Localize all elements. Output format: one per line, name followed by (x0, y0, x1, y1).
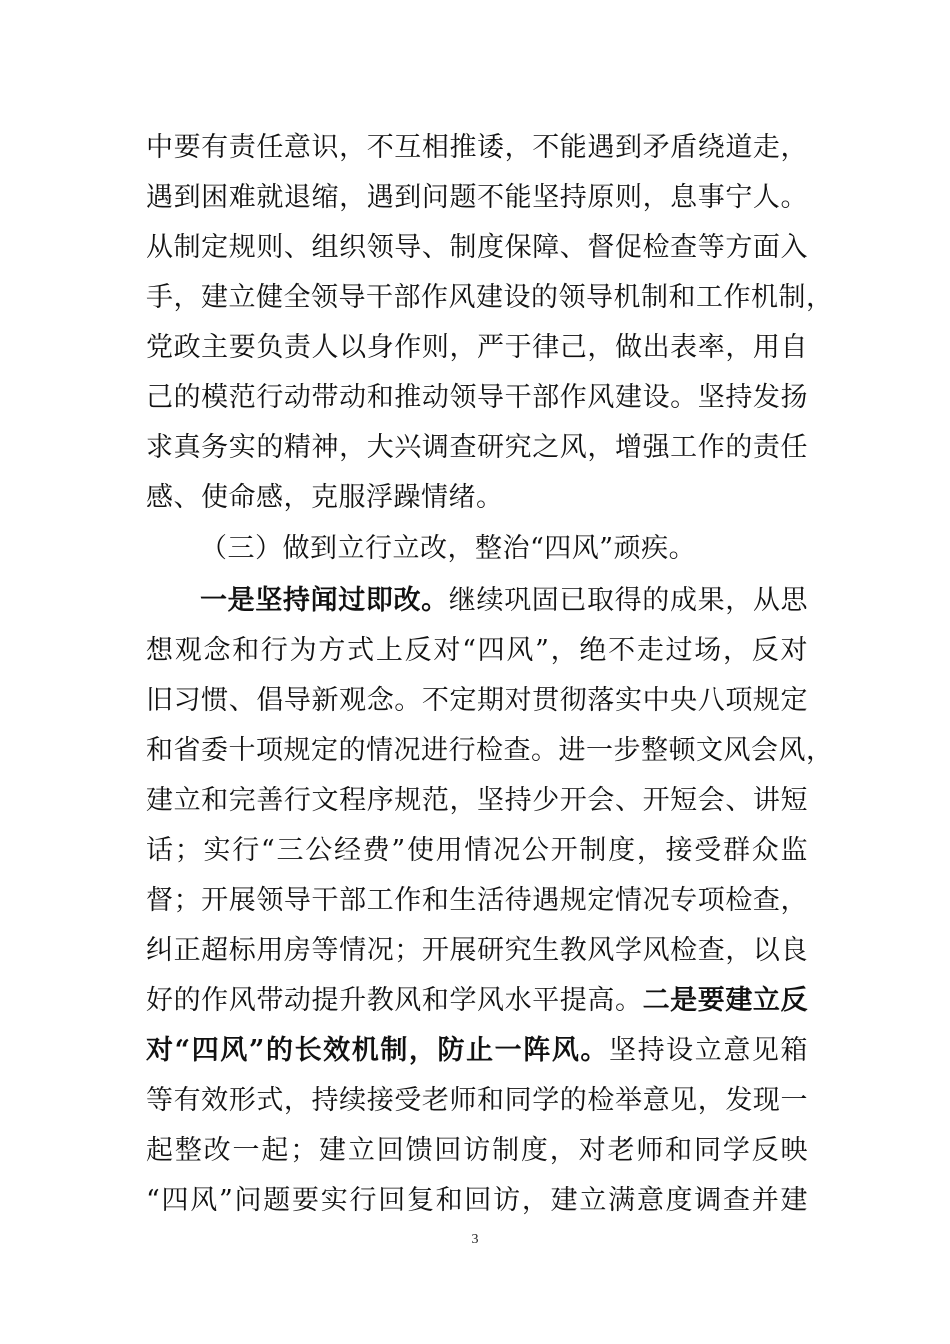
paragraph-line: “四风”问题要实行回复和回访，建立满意度调查并建 (146, 1185, 808, 1216)
paragraph-line: 等有效形式，持续接受老师和同学的检举意见，发现一 (146, 1085, 808, 1116)
paragraph-line: 感、使命感，克服浮躁情绪。 (146, 482, 504, 513)
bold-lead: 对“四风”的长效机制，防止一阵风。 (146, 1035, 609, 1066)
paragraph-line: 己的模范行动带动和推动领导干部作风建设。坚持发扬 (146, 382, 808, 413)
paragraph-line: 和省委十项规定的情况进行检查。进一步整顿文风会风， (146, 735, 834, 766)
paragraph-line (200, 576, 808, 626)
section-heading: （三）做到立行立改，整治“四风”顽疾。 (200, 533, 697, 564)
paragraph-line: 遇到困难就退缩，遇到问题不能坚持原则，息事宁人。 (146, 182, 808, 213)
page-number: 3 (471, 1232, 479, 1247)
paragraph-line (146, 976, 808, 1026)
line-text: 好的作风带动提升教风和学风水平提高。 (146, 985, 643, 1016)
paragraph-line: 建立和完善行文程序规范，坚持少开会、开短会、讲短 (146, 785, 808, 816)
paragraph-line: 旧习惯、倡导新观念。不定期对贯彻落实中央八项规定 (146, 685, 808, 716)
bold-lead: 一是坚持闻过即改。 (200, 585, 449, 616)
paragraph-line: 中要有责任意识，不互相推诿，不能遇到矛盾绕道走， (146, 132, 808, 163)
paragraph-line: 起整改一起；建立回馈回访制度，对老师和同学反映 (146, 1135, 808, 1166)
paragraph-line: 纠正超标用房等情况；开展研究生教风学风检查，以良 (146, 935, 808, 966)
line-text: 继续巩固已取得的成果，从思 (448, 585, 809, 616)
paragraph-line: 手，建立健全领导干部作风建设的领导机制和工作机制， (146, 282, 834, 313)
paragraph-line (146, 1026, 808, 1076)
paragraph-line: 党政主要负责人以身作则，严于律己，做出表率，用自 (146, 332, 808, 363)
bold-lead: 二是要建立反 (642, 985, 809, 1016)
paragraph-line: 想观念和行为方式上反对“四风”，绝不走过场，反对 (146, 635, 808, 666)
paragraph-line: 从制定规则、组织领导、制度保障、督促检查等方面入 (146, 232, 808, 263)
paragraph-line: 话；实行“三公经费”使用情况公开制度，接受群众监 (146, 835, 808, 866)
paragraph-line: 督；开展领导干部工作和生活待遇规定情况专项检查， (146, 885, 808, 916)
paragraph-line: 求真务实的精神，大兴调查研究之风，增强工作的责任 (146, 432, 808, 463)
line-text: 坚持设立意见箱 (609, 1035, 809, 1066)
